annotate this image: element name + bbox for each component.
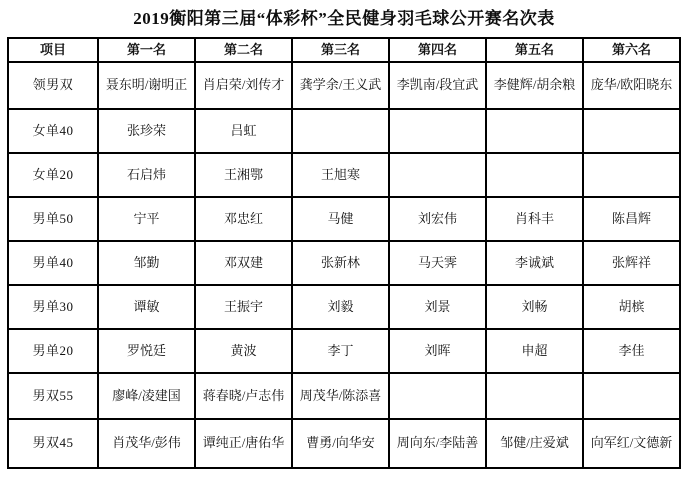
- header-place-5: 第五名: [486, 38, 583, 62]
- place-cell: 李佳: [583, 329, 680, 373]
- place-cell: 刘晖: [389, 329, 486, 373]
- place-cell: [292, 109, 389, 153]
- place-cell: 张辉祥: [583, 241, 680, 285]
- place-cell: 王湘鄂: [195, 153, 292, 197]
- table-header: [8, 38, 680, 62]
- event-cell: 女单20: [8, 153, 98, 197]
- table-row: [8, 285, 680, 329]
- place-cell: 刘毅: [292, 285, 389, 329]
- page-title: 2019衡阳第三届“体彩杯”全民健身羽毛球公开赛名次表: [133, 9, 555, 28]
- place-cell: 宁平: [98, 197, 195, 241]
- place-cell: 蒋春晓/卢志伟: [195, 373, 292, 419]
- event-cell: 男单50: [8, 197, 98, 241]
- table-row: [8, 373, 680, 419]
- place-cell: 谭敏: [98, 285, 195, 329]
- place-cell: 庞华/欧阳晓东: [583, 62, 680, 109]
- place-cell: [583, 153, 680, 197]
- place-cell: 李丁: [292, 329, 389, 373]
- place-cell: 曹勇/向华安: [292, 419, 389, 468]
- place-cell: 石启炜: [98, 153, 195, 197]
- place-cell: 邹勤: [98, 241, 195, 285]
- header-row: [8, 38, 680, 62]
- place-cell: 吕虹: [195, 109, 292, 153]
- place-cell: 肖启荣/刘传才: [195, 62, 292, 109]
- place-cell: 李诚斌: [486, 241, 583, 285]
- place-cell: [583, 109, 680, 153]
- place-cell: 申超: [486, 329, 583, 373]
- results-table: [7, 37, 681, 469]
- place-cell: [486, 373, 583, 419]
- place-cell: 邓双建: [195, 241, 292, 285]
- place-cell: 向军红/文德新: [583, 419, 680, 468]
- place-cell: 谭纯正/唐佑华: [195, 419, 292, 468]
- event-cell: 男单20: [8, 329, 98, 373]
- place-cell: [583, 373, 680, 419]
- place-cell: 李健辉/胡余粮: [486, 62, 583, 109]
- place-cell: 廖峰/凌建国: [98, 373, 195, 419]
- place-cell: 邓忠红: [195, 197, 292, 241]
- table-row: [8, 241, 680, 285]
- place-cell: 马健: [292, 197, 389, 241]
- event-cell: 男双45: [8, 419, 98, 468]
- place-cell: 王旭寒: [292, 153, 389, 197]
- table-row: [8, 329, 680, 373]
- event-cell: 男双55: [8, 373, 98, 419]
- place-cell: 周向东/李陆善: [389, 419, 486, 468]
- place-cell: 张新林: [292, 241, 389, 285]
- place-cell: 黄波: [195, 329, 292, 373]
- header-place-6: 第六名: [583, 38, 680, 62]
- header-place-4: 第四名: [389, 38, 486, 62]
- event-cell: 男单40: [8, 241, 98, 285]
- place-cell: 刘畅: [486, 285, 583, 329]
- place-cell: 罗悦廷: [98, 329, 195, 373]
- event-cell: 男单30: [8, 285, 98, 329]
- place-cell: 陈昌辉: [583, 197, 680, 241]
- table-row: [8, 62, 680, 109]
- header-place-3: 第三名: [292, 38, 389, 62]
- header-event: 项目: [8, 38, 98, 62]
- place-cell: 聂东明/谢明正: [98, 62, 195, 109]
- place-cell: 刘宏伟: [389, 197, 486, 241]
- place-cell: 肖茂华/彭伟: [98, 419, 195, 468]
- event-cell: 女单40: [8, 109, 98, 153]
- header-place-2: 第二名: [195, 38, 292, 62]
- table-body: [8, 62, 680, 468]
- place-cell: [486, 109, 583, 153]
- place-cell: 胡槟: [583, 285, 680, 329]
- table-row: [8, 419, 680, 468]
- place-cell: [389, 153, 486, 197]
- table-row: [8, 109, 680, 153]
- place-cell: 龚学余/王义武: [292, 62, 389, 109]
- place-cell: 肖科丰: [486, 197, 583, 241]
- place-cell: 王振宇: [195, 285, 292, 329]
- place-cell: [486, 153, 583, 197]
- place-cell: 邹健/庄爱斌: [486, 419, 583, 468]
- place-cell: 马天霁: [389, 241, 486, 285]
- place-cell: [389, 109, 486, 153]
- table-row: [8, 153, 680, 197]
- table-row: [8, 197, 680, 241]
- place-cell: 周茂华/陈添喜: [292, 373, 389, 419]
- place-cell: [389, 373, 486, 419]
- place-cell: 刘景: [389, 285, 486, 329]
- header-place-1: 第一名: [98, 38, 195, 62]
- event-cell: 领男双: [8, 62, 98, 109]
- place-cell: 张珍荣: [98, 109, 195, 153]
- place-cell: 李凯南/段宜武: [389, 62, 486, 109]
